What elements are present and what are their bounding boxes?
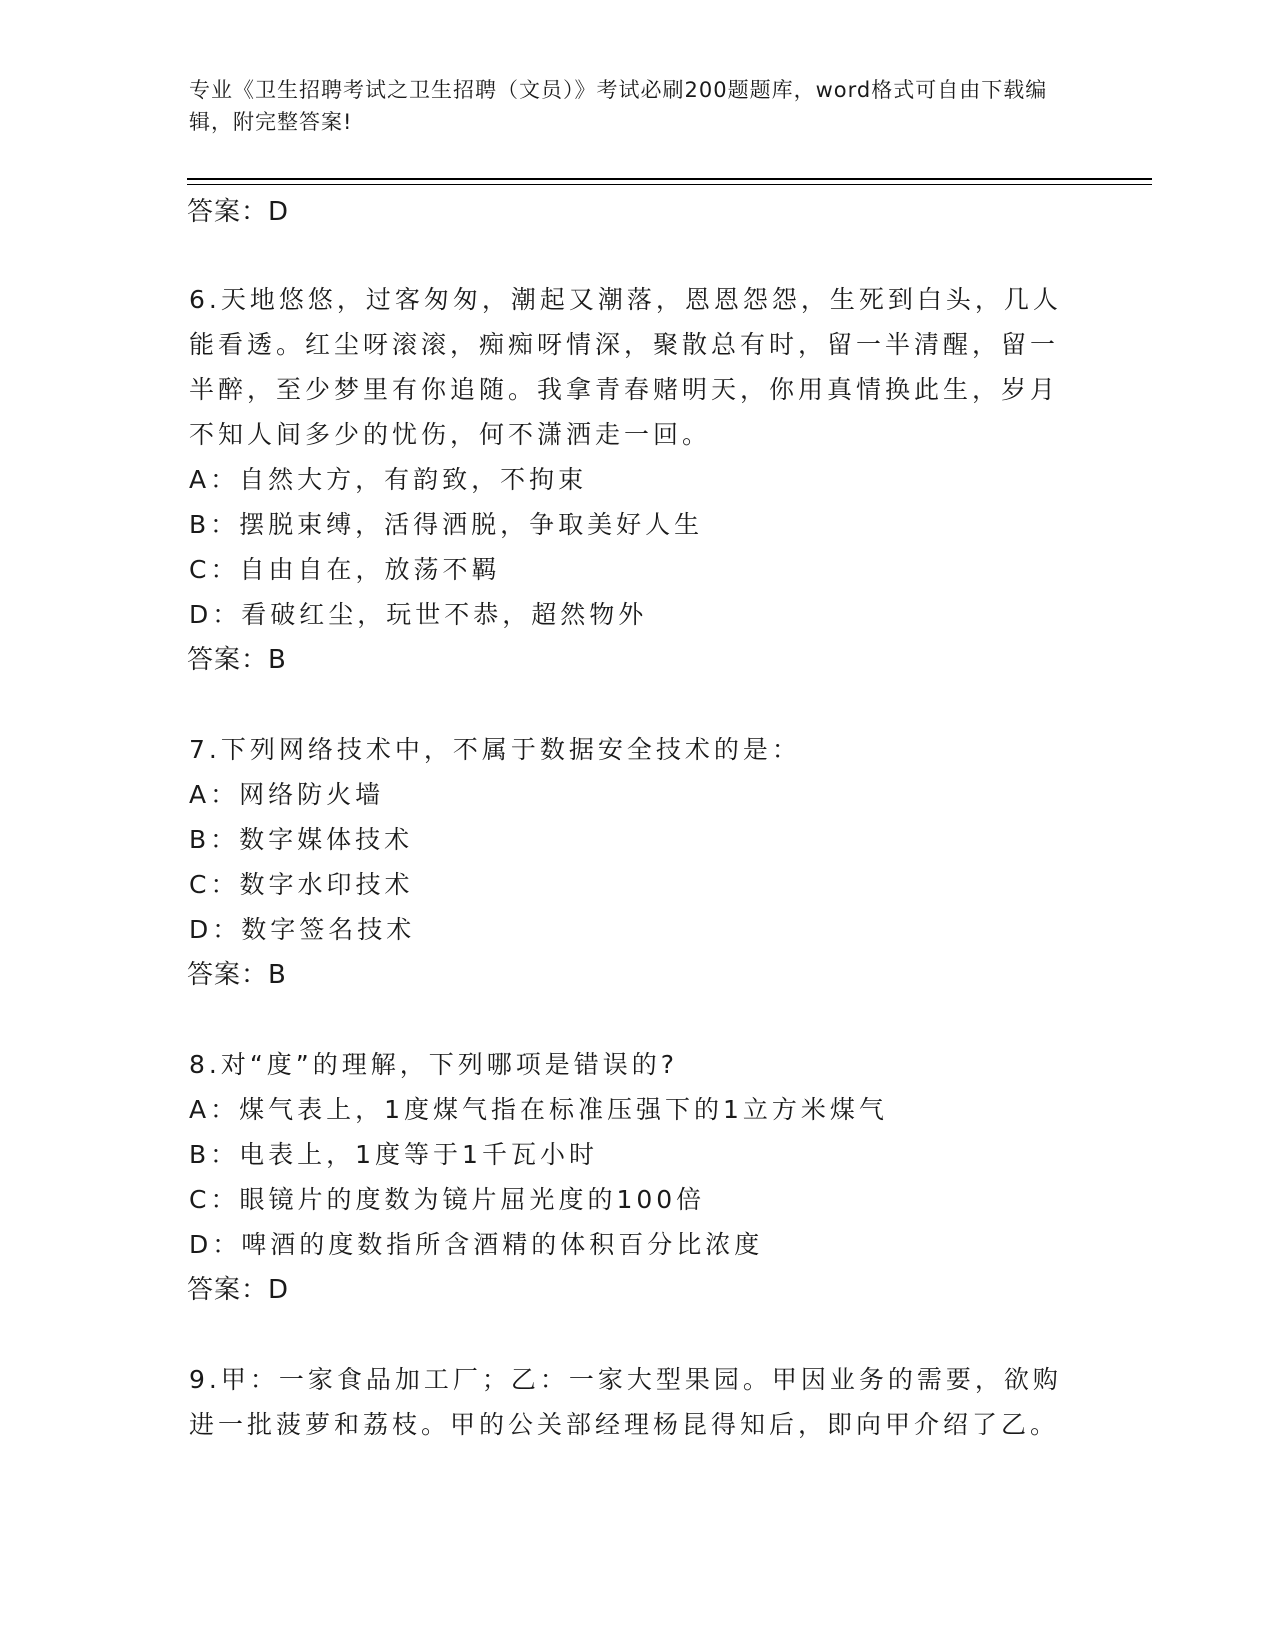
q6-answer: 答案：B [187, 645, 287, 675]
header-divider-thin [187, 184, 1152, 185]
q6-stem-line-1: 6.天地悠悠，过客匆匆，潮起又潮落，恩恩怨怨，生死到白头，几人 [189, 285, 1062, 314]
q6-stem-line-3: 半醉，至少梦里有你追随。我拿青春赌明天，你用真情换此生，岁月 [189, 375, 1060, 404]
q7-option-d: D：数字签名技术 [189, 915, 416, 944]
q8-answer: 答案：D [187, 1275, 290, 1305]
q9-stem-line-2: 进一批菠萝和荔枝。甲的公关部经理杨昆得知后，即向甲介绍了乙。 [189, 1410, 1060, 1439]
q6-option-d: D：看破红尘，玩世不恭，超然物外 [189, 600, 648, 629]
q6-option-b: B：摆脱束缚，活得洒脱，争取美好人生 [189, 510, 704, 539]
q8-option-c: C：眼镜片的度数为镜片屈光度的100倍 [189, 1185, 706, 1214]
q8-option-a: A：煤气表上，1度煤气指在标准压强下的1立方米煤气 [189, 1095, 888, 1124]
answer-previous: 答案：D [187, 197, 290, 227]
q6-option-c: C：自由自在，放荡不羁 [189, 555, 501, 584]
q7-answer: 答案：B [187, 960, 287, 990]
q7-option-b: B：数字媒体技术 [189, 825, 414, 854]
q8-option-b: B：电表上，1度等于1千瓦小时 [189, 1140, 598, 1169]
document-header: 专业《卫生招聘考试之卫生招聘（文员）》考试必刷200题题库，word格式可自由下载编辑，附完整答案! [189, 78, 1048, 134]
q6-stem-line-4: 不知人间多少的忧伤，何不潇洒走一回。 [189, 420, 712, 449]
header-divider-thick [187, 178, 1152, 180]
q7-option-a: A：网络防火墙 [189, 780, 385, 809]
q8-option-d: D：啤酒的度数指所含酒精的体积百分比浓度 [189, 1230, 764, 1259]
q8-stem: 8.对“度”的理解，下列哪项是错误的? [189, 1050, 679, 1079]
q9-stem-line-1: 9.甲：一家食品加工厂；乙：一家大型果园。甲因业务的需要，欲购 [189, 1365, 1062, 1394]
q6-stem-line-2: 能看透。红尘呀滚滚，痴痴呀情深，聚散总有时，留一半清醒，留一 [189, 330, 1060, 359]
q7-option-c: C：数字水印技术 [189, 870, 414, 899]
q7-stem: 7.下列网络技术中，不属于数据安全技术的是： [189, 735, 801, 764]
q6-option-a: A：自然大方，有韵致，不拘束 [189, 465, 588, 494]
